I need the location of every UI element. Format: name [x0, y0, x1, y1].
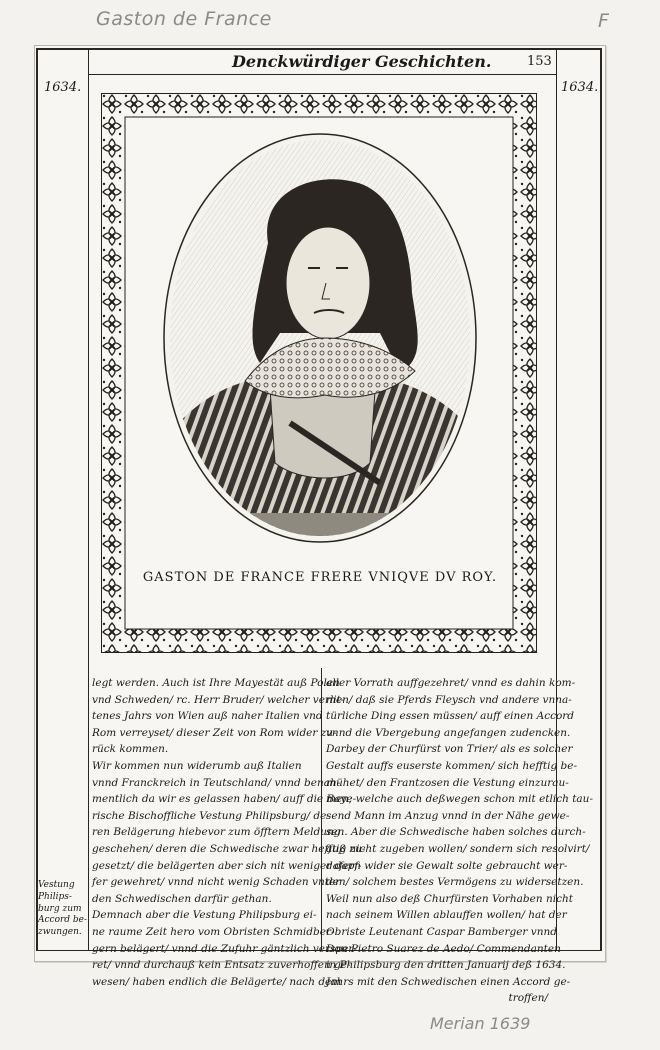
text-line: gesetzt/ die belägerten aber sich nit weniger dapf-	[92, 859, 362, 872]
text-line: geschehen/ deren die Schwedische zwar hefftig zu-	[92, 842, 366, 855]
portrait-engraving	[150, 133, 490, 553]
text-line: dafern wider sie Gewalt solte gebraucht wer-	[326, 859, 568, 872]
text-line: tenes Jahrs von Wien auß naher Italien vnd	[92, 710, 323, 723]
text-line: sen. Aber die Schwedische haben solches durch-	[326, 826, 586, 839]
text-line: send Mann im Anzug vnnd in der Nähe gewe-	[326, 809, 570, 822]
text-line: Gestalt auffs euserste kommen/ sich hefftig be-	[326, 759, 578, 772]
text-line: vnd Schweden/ rc. Herr Bruder/ welcher verlit-	[92, 693, 345, 706]
text-line: Weil nun also deß Churfürsten Vorhaben nicht	[326, 892, 573, 905]
header-rule	[88, 74, 556, 75]
text-line: Rom verreyset/ dieser Zeit von Rom wider zu-	[92, 726, 337, 739]
text-line: rische Bischoffliche Vestung Philipsburg/ de-	[92, 809, 330, 822]
text-line: mentlich da wir es gelassen haben/ auff die Baye-	[92, 793, 357, 806]
text-line: men/ daß sie Pferds Fleysch vnd andere vnna-	[326, 693, 572, 706]
text-line: mühet/ den Frantzosen die Vestung einzurau-	[326, 776, 569, 789]
text-line: türliche Ding essen müssen/ auff einen Accord	[326, 710, 575, 723]
text-line: den Schwedischen darfür gethan.	[92, 892, 272, 905]
text-line: den/ solchem bestes Vermögens zu widersetzen.	[326, 876, 584, 889]
left-border-rule	[36, 48, 38, 951]
text-line: nach seinem Willen ablauffen wollen/ hat der	[326, 909, 567, 922]
text-line: Don Pietro Suarez de Aedo/ Commendanten	[326, 942, 561, 955]
text-line: Obriste Leutenant Caspar Bamberger vnnd	[326, 925, 557, 938]
text-line: vnnd die Vbergebung angefangen zudencken.	[326, 726, 571, 739]
text-line: in Philipsburg den dritten Januarij deß 1634.	[326, 959, 566, 972]
text-line: fer gewehret/ vnnd nicht wenig Schaden vnter	[92, 876, 341, 889]
margin-note	[38, 880, 87, 939]
margin-note-line: Philips-	[38, 891, 72, 902]
text-line: Jahrs mit den Schwedischen einen Accord ge-	[326, 975, 571, 988]
text-line: ne raume Zeit hero vom Obristen Schmidber-	[92, 925, 335, 938]
top-border-rule	[36, 48, 602, 50]
page-number: 153	[527, 54, 552, 69]
pencil-annotation-bottom: Merian 1639	[430, 1014, 531, 1033]
text-column-left	[92, 675, 365, 990]
pencil-annotation-letter: F	[598, 10, 609, 32]
text-line: gern belägert/ vnnd die Zufuhr gäntzlich versper-	[92, 942, 357, 955]
left-margin-rule	[88, 48, 89, 951]
text-line: legt werden. Auch ist Ihre Mayestät auß Polen	[92, 677, 340, 689]
margin-note-line: zwungen.	[38, 927, 82, 938]
portrait-caption: GASTON DE FRANCE FRERE VNIQVE DV ROY.	[142, 570, 498, 585]
text-line: Darbey der Churfürst von Trier/ als es solcher	[326, 743, 573, 756]
margin-note-line: burg zum	[38, 903, 82, 914]
text-line: ren Belägerung hiebevor zum öfftern Meldung	[92, 826, 341, 839]
text-line: aller Vorrath auffgezehret/ vnnd es dahin kom-	[326, 677, 576, 689]
right-border-rule	[600, 48, 602, 951]
year-right: 1634.	[561, 80, 599, 95]
text-line: ret/ vnnd durchauß kein Entsatz zuverhoffen ge-	[92, 959, 351, 972]
text-line: wesen/ haben endlich die Belägerte/ nach dem	[92, 975, 342, 988]
running-head: Denckwürdiger Geschichten.	[232, 52, 492, 71]
text-line: troffen/	[508, 992, 548, 1005]
text-line: auß nicht zugeben wollen/ sondern sich resolvirt/	[326, 842, 590, 855]
text-line: rück kommen.	[92, 743, 169, 756]
margin-note-line: Vestung	[38, 880, 75, 890]
text-line: Demnach aber die Vestung Philipsburg ei-	[92, 909, 317, 922]
text-column-right	[326, 675, 593, 1007]
text-line: men; welche auch deßwegen schon mit etlich tau-	[326, 793, 593, 806]
text-line: vnnd Franckreich in Teutschland/ vnnd benah-	[92, 776, 341, 789]
pencil-annotation-top: Gaston de France	[96, 8, 272, 30]
margin-note-line: Accord be-	[38, 915, 88, 926]
text-line: Wir kommen nun widerumb auß Italien	[92, 759, 302, 772]
year-left: 1634.	[44, 80, 82, 95]
